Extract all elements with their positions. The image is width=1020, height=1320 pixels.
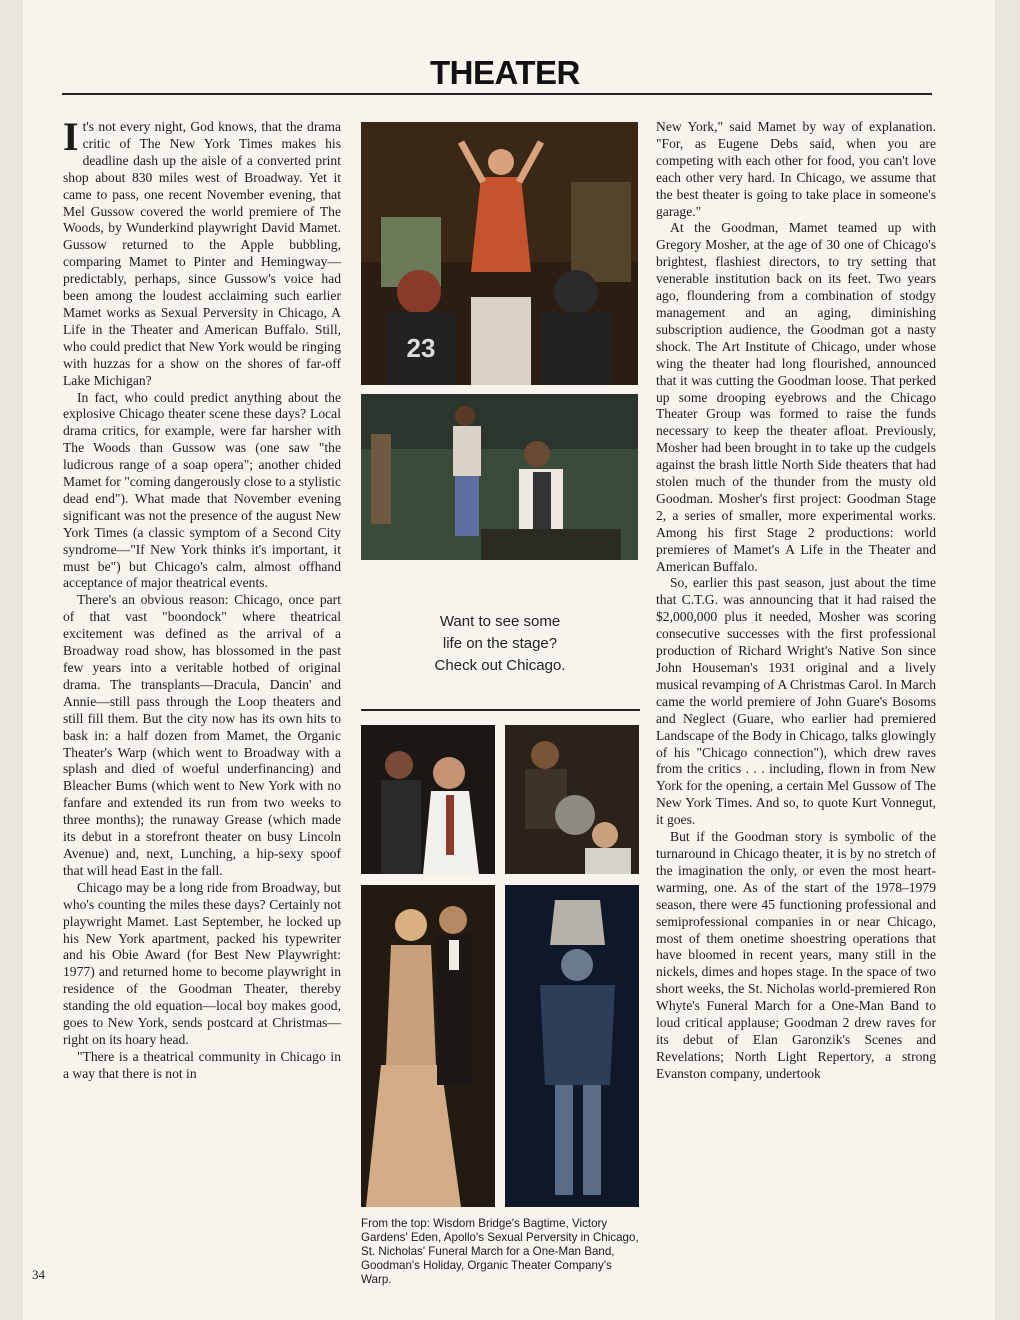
photo-caption: From the top: Wisdom Bridge's Bagtime, Victory Gardens' Eden, Apollo's Sexual Perversity in Chicago, St. Nicholas' Funeral March for a One-Man Band, Goodman's Holiday, Organic Theater Company's Warp.: [361, 1217, 639, 1286]
svg-text:23: 23: [406, 333, 436, 363]
paragraph: At the Goodman, Mamet teamed up with Gregory Mosher, at the age of 30 one of Chicago's brightest, flashiest directors, to try setting that venerable institution back on its feet. Two years ago, floundering from a combination of stodgy management and an aging, diminishing subscription audience, the Goodman got a nasty shock. The Art Institute of Chicago, under whose wing the theater had long flourished, announced that it was cutting the Goodman loose. That perked up some drooping eyebrows and the Chicago Theater Group was formed to raise the funds necessary to keep the theater afloat. Previously, Mosher had been brought in to take up the cudgels against the brash little North Side theaters that had stolen much of the thunder from the musty old Goodman. Mosher's first project: Goodman Stage 2, a series of smaller, more experimental works. Among his first Stage 2 productions: world premieres of Mamet's A Life in the Theater and American Buffalo.: [656, 220, 936, 574]
article-column-right: [656, 119, 936, 1083]
article-column-left: [63, 114, 341, 1083]
page-number: 34: [32, 1267, 45, 1282]
drop-cap: I: [63, 114, 79, 159]
section-title: THEATER: [430, 54, 580, 91]
paragraph: "There is a theatrical community in Chicago in a way that there is not in: [63, 1048, 341, 1081]
pull-quote-line: Check out Chicago.: [434, 657, 566, 674]
paragraph: But if the Goodman story is symbolic of the turnaround in Chicago theater, it is by no stretch of the imagination the only, or even the most heart-warming, one. As of the start of the 1978–1979 season, there were 45 functioning professional and semiprofessional companies in or near Chicago, most of them onetime shoestring operations that have bloomed in recent years, many still in the nickels, dimes and hopes stage. In the space of two short weeks, the St. Nicholas world-premiered Ron Whyte's Funeral March for a One-Man Band to loud critical applause; Goodman 2 drew raves for its debut of Elan Garonzik's Scenes and Revelations; North Light Repertory, a strong Evanston company, undertook: [656, 829, 936, 1081]
paragraph: New York," said Mamet by way of explanation. "For, as Eugene Debs said, when you are competing with each other for food, you can't love each other very hard. In Chicago, we assume that the best theater is going to take place in someone's garage.": [656, 119, 936, 219]
photo-eden: [361, 394, 638, 560]
paragraph: Chicago may be a long ride from Broadway, but who's counting the miles these days? Certainly not playwright Mamet. Last September, he locked up his New York apartment, packed his typewriter and his Obie Award (for Best New Playwright: 1977) and returned home to become playwright in residence of the Goodman Theater, thereby standing the old equation—local boy makes good, goes to New York, sends postcard at Christmas—right on its hoary head.: [63, 879, 341, 1047]
photo-sexual-perversity: [361, 725, 495, 874]
paragraph: In fact, who could predict anything about the explosive Chicago theater scene these days? Local drama critics, for example, were far harsher with The Woods than Gussow was (one saw "the ludicrous range of a soap opera"; another chided Mamet for "coming dangerously close to a stylistic dead end"). What made that November evening significant was not the presence of the august New York Times (a classic symptom of a Second City syndrome—"If New York thinks it's important, it must be") but Chicago's calm, almost offhand acceptance of major theatrical events.: [63, 389, 341, 591]
photo-holiday: [361, 885, 495, 1207]
pull-quote-line: Want to see some: [439, 613, 561, 630]
header-rule: [62, 93, 932, 95]
pull-quote-line: life on the stage?: [442, 635, 558, 652]
photo-funeral-march: [505, 725, 639, 874]
pull-quote: [361, 611, 639, 677]
paragraph: So, earlier this past season, just about the time that C.T.G. was announcing that it had raised the $2,000,000 plus it needed, Mosher was scoring consecutive successes with the first professional production of Richard Wright's Native Son since John Houseman's 1931 original and a lively musical revamping of A Christmas Carol. In March came the world premiere of John Guare's Bosoms and Neglect (Guare, who earlier had premiered Landscape of the Body in Chicago, talks glowingly of his "Chicago connection"), which drew raves from the critics . . . including, flown in from New York for the opening, a certain Mel Gussow of The New York Times. And so, to quote Kurt Vonnegut, it goes.: [656, 575, 936, 828]
paragraph: There's an obvious reason: Chicago, once part of that vast "boondock" where theatrical excitement was defined as the arrival of a Broadway road show, has blossomed in the past few years into a veritable hotbed of original drama. The transplants—Dracula, Dancin' and Annie—still pass through the Loop theaters and still fill them. But the city now has its own hits to bask in: a half dozen from Mamet, the Organic Theater's Warp (which went to Broadway with a splash and died of woeful underfinancing) and Bleacher Bums (which went to New York with no fanfare and extended its run from two weeks to three months); the runaway Grease (which made its debut in a storefront theater on busy Lincoln Avenue) and, next, Lunching, a hip-sexy spoof that will head East in the fall.: [63, 592, 341, 878]
photo-warp: [505, 885, 639, 1207]
paragraph-text: t's not every night, God knows, that the drama critic of The New York Times makes his deadline dash up the aisle of a converted print shop about 830 miles west of Broadway. Yet it came to pass, one recent November evening, that Mel Gussow covered the world premiere of The Woods, by Wunderkind playwright David Mamet. Gussow returned to the Apple bubbling, comparing Mamet to Pinter and Hemingway—predictably, perhaps, since Gussow's voice had been among the loudest acclaiming such earlier Mamet works as Sexual Perversity in Chicago, A Life in the Theater and American Buffalo. Still, who could predict that New York would be ringing with huzzas for a show on the shores of far-off Lake Michigan?: [63, 119, 341, 388]
photo-bagtime: [361, 122, 638, 385]
paragraph: [63, 114, 341, 390]
pull-quote-rule: [361, 709, 640, 711]
